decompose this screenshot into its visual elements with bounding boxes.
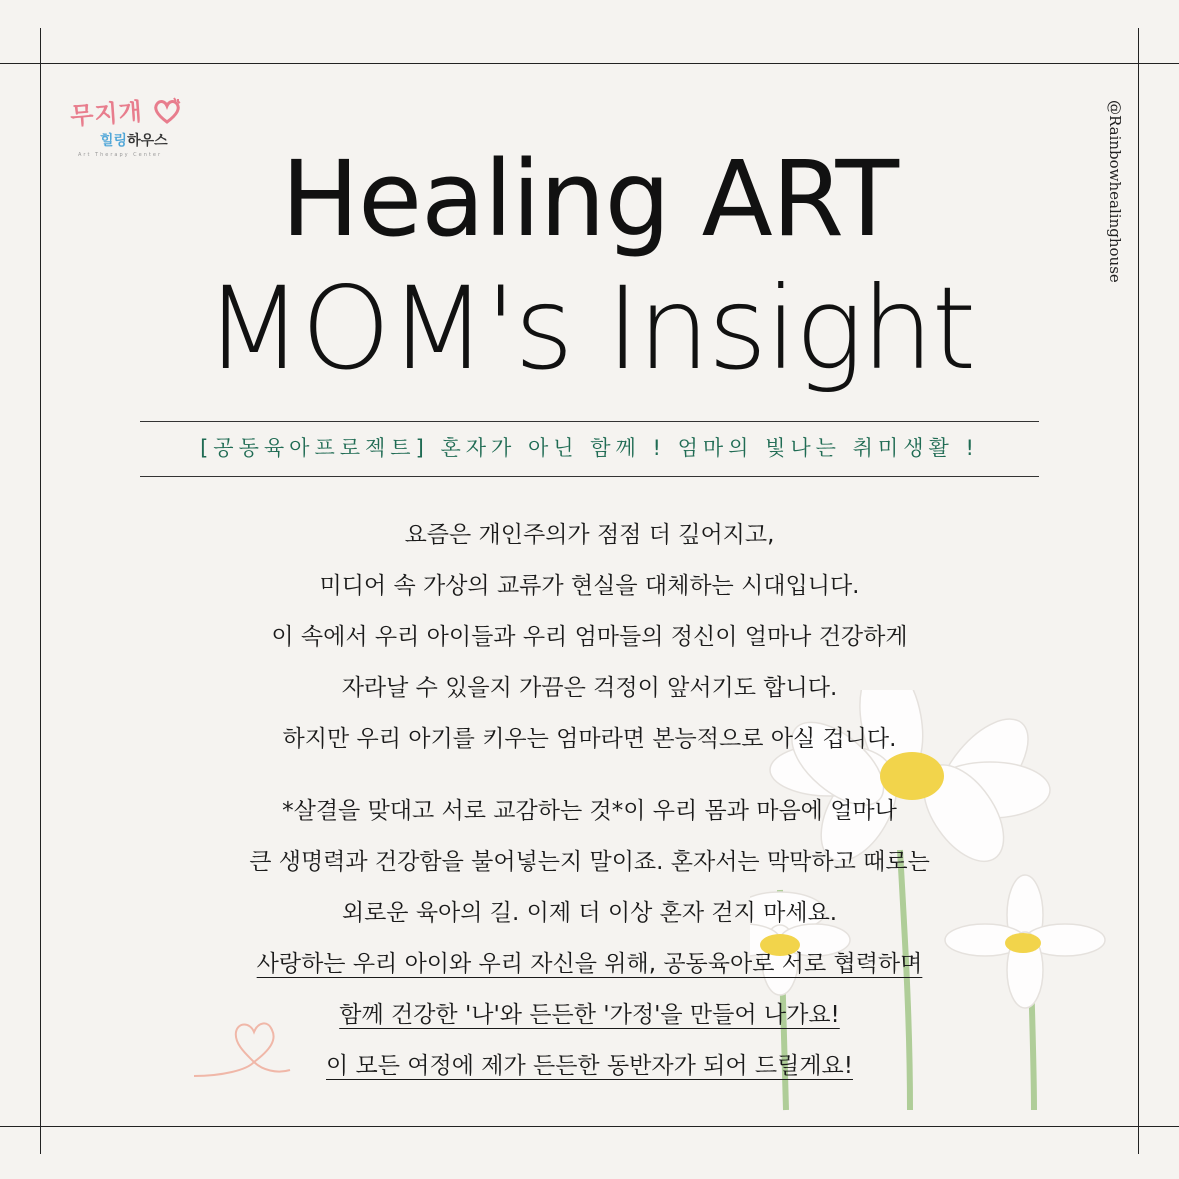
- logo-text-main: 무지개: [69, 97, 144, 131]
- underlined-line: 이 모든 여정에 제가 든든한 동반자가 되어 드릴게요!: [326, 1053, 853, 1079]
- logo-text-sub: 힐링하우스: [100, 133, 168, 149]
- logo-heart-icon: [152, 96, 182, 126]
- text-line: 자라날 수 있을지 가끔은 걱정이 앞서기도 합니다.: [341, 675, 838, 701]
- subtitle-rule-bottom: [140, 476, 1039, 477]
- subtitle-rule-top: [140, 421, 1039, 422]
- text-line: 하지만 우리 아기를 키우는 엄마라면 본능적으로 아실 겁니다.: [282, 726, 897, 752]
- text-line: 이 속에서 우리 아이들과 우리 엄마들의 정신이 얼마나 건강하게: [271, 624, 908, 650]
- logo-tagline: Art Therapy Center: [78, 152, 162, 158]
- text-line: 요즘은 개인주의가 점점 더 깊어지고,: [404, 522, 775, 548]
- social-handle: @Rainbowhealinghouse: [1106, 100, 1124, 283]
- frame-line-top: [0, 63, 1179, 64]
- title-line-1: Healing ART: [280, 138, 899, 260]
- text-line: 큰 생명력과 건강함을 불어넣는지 말이죠. 혼자서는 막막하고 때로는: [249, 849, 930, 875]
- underlined-line: 사랑하는 우리 아이와 우리 자신을 위해, 공동육아로 서로 협력하며: [256, 951, 923, 977]
- intro-paragraph: [100, 510, 1079, 765]
- text-line: 외로운 육아의 길. 이제 더 이상 혼자 걷지 마세요.: [341, 900, 838, 926]
- text-line: *살결을 맞대고 서로 교감하는 것*이 우리 몸과 마음에 얼마나: [282, 798, 897, 824]
- subtitle-banner: [공동육아프로젝트] 혼자가 아닌 함께 ! 엄마의 빛나는 취미생활 !: [200, 436, 979, 460]
- frame-line-bottom: [0, 1126, 1179, 1127]
- underlined-line: 함께 건강한 '나'와 든든한 '가정'을 만들어 나가요!: [339, 1002, 840, 1028]
- heart-doodle-icon: [192, 1010, 292, 1080]
- title-line-2: MOM's Insight: [204, 262, 975, 395]
- text-line: 미디어 속 가상의 교류가 현실을 대체하는 시대입니다.: [319, 573, 860, 599]
